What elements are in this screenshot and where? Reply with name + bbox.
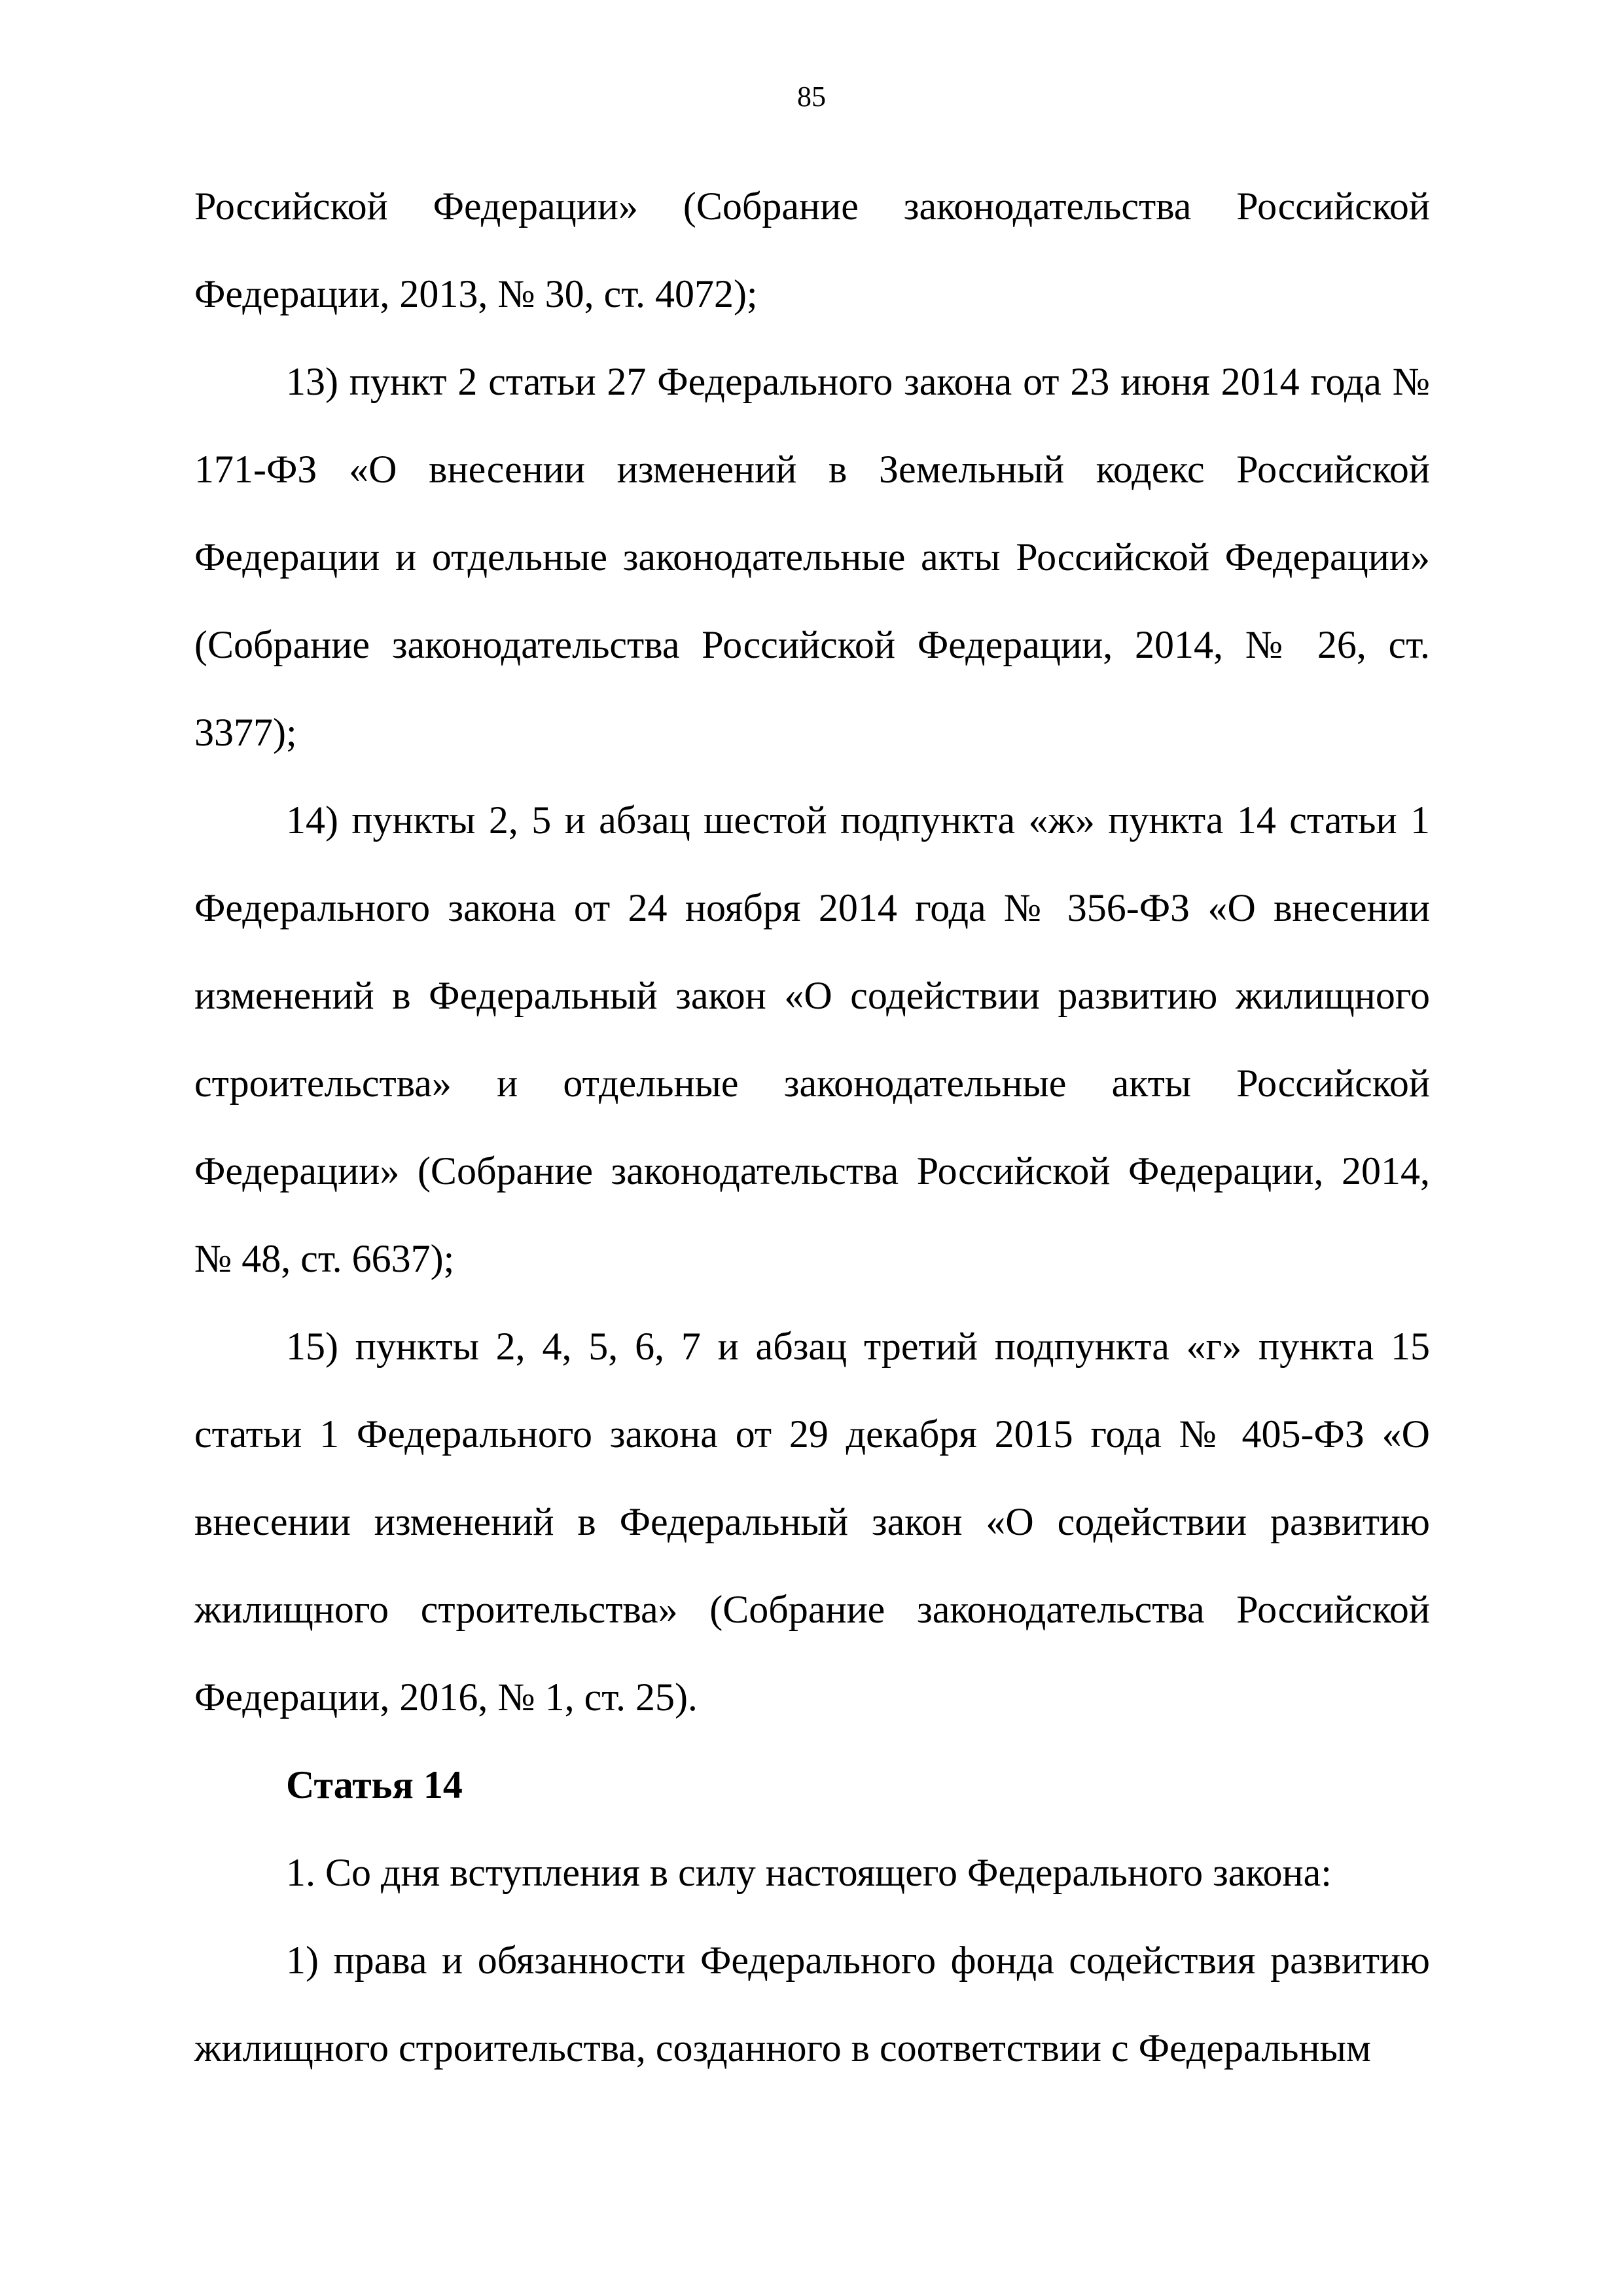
paragraph-item-14: 14) пункты 2, 5 и абзац шестой подпункта «ж» пункта 14 статьи 1 Федерального закона от 24 ноября 2014 года № 356-ФЗ «О внесении изменений в Федеральный закон «О содействии развитию жилищного строительства» и отдельные законодательные акты Российской Федерации» (Собрание законодательства Российской Федерации, 2014, № 48, ст. 6637); — [194, 798, 1430, 1280]
document-body — [194, 162, 1430, 2092]
paragraph-continuation: Российской Федерации» (Собрание законодательства Российской Федерации, 2013, № 30, ст. 4072); — [194, 185, 1430, 315]
page-number: 85 — [797, 81, 826, 113]
article-paragraph-1: 1. Со дня вступления в силу настоящего Федерального закона: — [286, 1851, 1332, 1894]
paragraph-item-13: 13) пункт 2 статьи 27 Федерального закона от 23 июня 2014 года № 171-ФЗ «О внесении изменений в Земельный кодекс Российской Федерации и отдельные законодательные акты Российской Федерации» (Собрание законодательства Российской Федерации, 2014, № 26, ст. 3377); — [194, 360, 1430, 754]
article-subitem-1: 1) права и обязанности Федерального фонда содействия развитию жилищного строительства, созданного в соответствии с Федеральным — [194, 1939, 1430, 2070]
article-heading: Статья 14 — [286, 1763, 463, 1806]
paragraph-item-15: 15) пункты 2, 4, 5, 6, 7 и абзац третий подпункта «г» пункта 15 статьи 1 Федерального закона от 29 декабря 2015 года № 405-ФЗ «О внесении изменений в Федеральный закон «О содействии развитию жилищного строительства» (Собрание законодательства Российской Федерации, 2016, № 1, ст. 25). — [194, 1325, 1430, 1719]
